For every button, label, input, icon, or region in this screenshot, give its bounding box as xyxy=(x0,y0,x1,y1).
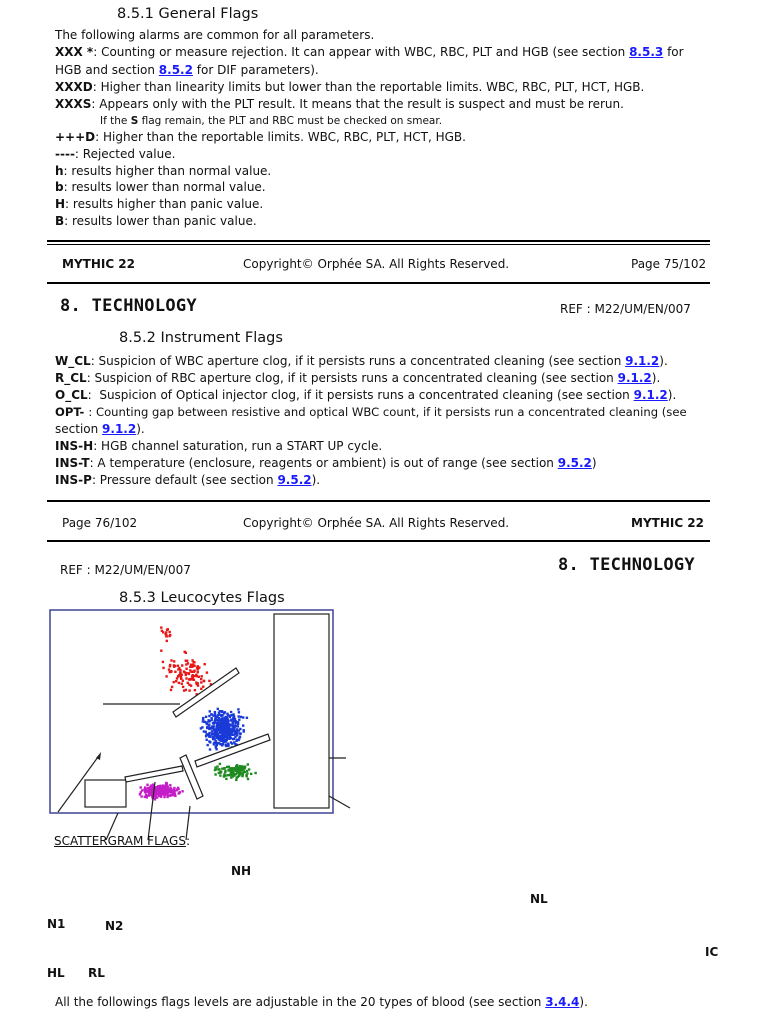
blue-cloud-dot xyxy=(226,719,228,721)
red-cloud-dot xyxy=(178,682,180,684)
blue-cloud-dot xyxy=(219,743,221,745)
blue-cloud-dot xyxy=(238,711,240,713)
flag-n1-label: N1 xyxy=(47,917,66,931)
blue-cloud-dot xyxy=(218,738,220,740)
red-cloud-dot xyxy=(169,671,171,673)
blue-cloud-dot xyxy=(231,742,233,744)
blue-cloud-dot xyxy=(225,744,227,746)
link-section-9-1-2[interactable]: 9.1.2 xyxy=(633,388,668,402)
blue-cloud-dot xyxy=(216,742,218,744)
red-cloud-dot xyxy=(180,678,182,680)
flag-s-note: If the S flag remain, the PLT and RBC must be checked on smear. xyxy=(100,115,443,127)
blue-cloud-dot xyxy=(226,713,228,715)
blue-cloud-dot xyxy=(243,729,245,731)
red-cloud-dot xyxy=(188,678,190,680)
blue-cloud-dot xyxy=(230,737,232,739)
footer-rule-top xyxy=(47,240,710,242)
link-section-9-1-2[interactable]: 9.1.2 xyxy=(102,422,137,436)
green-cloud-dot xyxy=(245,774,247,776)
red-cloud-dot xyxy=(184,651,186,653)
flag-xxx-line: XXX *: Counting or measure rejection. It can appear with WBC, RBC, PLT and HGB (see section 8.5.3 for xyxy=(55,45,684,59)
blue-cloud-dot xyxy=(202,720,204,722)
blue-cloud-dot xyxy=(239,728,241,730)
section-heading-general-flags: 8.5.1 General Flags xyxy=(117,6,259,22)
green-cloud-dot xyxy=(226,766,228,768)
blue-cloud-dot xyxy=(209,741,211,743)
red-cloud-dot xyxy=(187,662,189,664)
blue-cloud-dot xyxy=(217,729,219,731)
magenta-cloud-dot xyxy=(154,798,156,800)
green-cloud-dot xyxy=(223,767,225,769)
blue-cloud-dot xyxy=(226,733,228,735)
footer-page-number: Page 76/102 xyxy=(62,516,138,530)
flag-inst-line: INS-T: A temperature (enclosure, reagents or ambient) is out of range (see section 9.5.2) xyxy=(55,456,597,470)
blue-cloud-dot xyxy=(233,727,235,729)
green-cloud-dot xyxy=(246,770,248,772)
blue-cloud-dot xyxy=(238,715,240,717)
magenta-cloud-dot xyxy=(178,791,180,793)
red-cloud-dot xyxy=(162,667,164,669)
blue-cloud-dot xyxy=(217,708,219,710)
blue-cloud-dot xyxy=(220,740,222,742)
green-cloud-dot xyxy=(219,774,221,776)
red-cloud-dot xyxy=(177,665,179,667)
green-cloud-dot xyxy=(227,774,229,776)
green-cloud-dot xyxy=(254,772,256,774)
blue-cloud-dot xyxy=(205,716,207,718)
green-cloud-dot xyxy=(214,773,216,775)
link-section-8-5-3[interactable]: 8.5.3 xyxy=(629,45,664,59)
red-cloud-dot xyxy=(192,677,194,679)
flag-B-line: B: results lower than panic value. xyxy=(55,214,257,228)
green-cloud-dot xyxy=(219,763,221,765)
footer-rule-top xyxy=(47,500,710,502)
blue-cloud-dot xyxy=(229,716,231,718)
blue-cloud-dot xyxy=(223,741,225,743)
magenta-cloud-dot xyxy=(163,796,165,798)
red-cloud-dot xyxy=(188,672,190,674)
magenta-cloud-dot xyxy=(163,793,165,795)
n1-zone-box xyxy=(85,780,126,807)
green-cloud-dot xyxy=(228,769,230,771)
green-cloud-dot xyxy=(230,770,232,772)
flag-hl-label: HL xyxy=(47,966,65,980)
red-cloud-dot xyxy=(187,682,189,684)
blue-cloud-dot xyxy=(230,729,232,731)
magenta-cloud-dot xyxy=(163,788,165,790)
magenta-cloud-dot xyxy=(147,787,149,789)
blue-cloud-dot xyxy=(246,717,248,719)
blue-cloud-dot xyxy=(218,717,220,719)
red-cloud-dot xyxy=(200,681,202,683)
blue-cloud-dot xyxy=(218,723,220,725)
blue-cloud-dot xyxy=(202,717,204,719)
blue-cloud-dot xyxy=(224,722,226,724)
green-cloud-dot xyxy=(242,774,244,776)
flag-xxxs-line: XXXS: Appears only with the PLT result. It means that the result is suspect and must be rerun. xyxy=(55,97,624,111)
ic-zone-box xyxy=(274,614,329,808)
red-cloud-dot xyxy=(171,686,173,688)
flag-rl-label: RL xyxy=(88,966,105,980)
link-section-9-5-2[interactable]: 9.5.2 xyxy=(277,473,312,487)
green-cloud-dot xyxy=(239,770,241,772)
red-cloud-dot xyxy=(194,689,196,691)
blue-cloud-dot xyxy=(240,716,242,718)
red-cloud-dot xyxy=(174,671,176,673)
flag-nl-label: NL xyxy=(530,892,548,906)
green-cloud-dot xyxy=(218,772,220,774)
blue-cloud-dot xyxy=(242,724,244,726)
general-intro: The following alarms are common for all parameters. xyxy=(55,28,375,42)
blue-cloud-dot xyxy=(227,736,229,738)
blue-cloud-dot xyxy=(215,745,217,747)
magenta-cloud-dot xyxy=(167,790,169,792)
blue-cloud-dot xyxy=(236,734,238,736)
flag-opt-line-2: section 9.1.2). xyxy=(55,422,145,436)
magenta-cloud-dot xyxy=(177,787,179,789)
blue-cloud-dot xyxy=(237,708,239,710)
red-cloud-dot xyxy=(167,628,169,630)
blue-cloud-dot xyxy=(213,742,215,744)
red-cloud-dot xyxy=(175,680,177,682)
red-cloud-dot xyxy=(193,675,195,677)
scattergram-flags-label: SCATTERGRAM FLAGS: xyxy=(54,834,190,848)
flag-nh-label: NH xyxy=(231,864,252,878)
blue-cloud-dot xyxy=(226,730,228,732)
doc-reference: REF : M22/UM/EN/007 xyxy=(60,563,191,577)
blue-cloud-dot xyxy=(238,719,240,721)
magenta-cloud-dot xyxy=(162,786,164,788)
red-cloud-dot xyxy=(197,671,199,673)
blue-cloud-dot xyxy=(209,710,211,712)
page-separator xyxy=(47,282,710,284)
magenta-cloud-dot xyxy=(144,791,146,793)
red-cloud-dot xyxy=(166,640,168,642)
blue-cloud-dot xyxy=(235,740,237,742)
red-cloud-dot xyxy=(169,665,171,667)
red-cloud-dot xyxy=(193,665,195,667)
red-cloud-dot xyxy=(173,681,175,683)
red-cloud-dot xyxy=(160,626,162,628)
red-cloud-dot xyxy=(201,675,203,677)
magenta-cloud-dot xyxy=(172,794,174,796)
red-cloud-dot xyxy=(178,667,180,669)
blue-cloud-dot xyxy=(232,721,234,723)
red-cloud-dot xyxy=(170,659,172,661)
blue-cloud-dot xyxy=(205,731,207,733)
green-cloud-dot xyxy=(214,769,216,771)
blue-cloud-dot xyxy=(234,718,236,720)
doc-reference: REF : M22/UM/EN/007 xyxy=(560,302,691,316)
magenta-cloud-dot xyxy=(160,792,162,794)
flag-plusd-line: +++D: Higher than the reportable limits. WBC, RBC, PLT, HCT, HGB. xyxy=(55,130,466,144)
green-cloud-dot xyxy=(248,768,250,770)
blue-cloud-dot xyxy=(211,719,213,721)
blue-cloud-dot xyxy=(225,728,227,730)
flag-insp-line: INS-P: Pressure default (see section 9.5.2). xyxy=(55,473,321,487)
red-cloud-dot xyxy=(185,660,187,662)
red-cloud-dot xyxy=(191,666,193,668)
blue-cloud-dot xyxy=(213,729,215,731)
scattergram-diagram xyxy=(0,600,400,840)
red-cloud-dot xyxy=(189,669,191,671)
flag-b-line: b: results lower than normal value. xyxy=(55,180,266,194)
blue-cloud-dot xyxy=(242,716,244,718)
green-cloud-dot xyxy=(243,767,245,769)
blue-cloud-dot xyxy=(205,733,207,735)
green-cloud-dot xyxy=(247,763,249,765)
magenta-cloud-dot xyxy=(150,784,152,786)
blue-cloud-dot xyxy=(214,733,216,735)
blue-cloud-dot xyxy=(208,723,210,725)
blue-cloud-dot xyxy=(214,719,216,721)
red-cloud-dot xyxy=(182,686,184,688)
blue-cloud-dot xyxy=(228,725,230,727)
red-cloud-dot xyxy=(185,668,187,670)
green-cloud-dot xyxy=(247,778,249,780)
flag-opt-line: OPT- : Counting gap between resistive and optical WBC count, if it persists run a concentrated cleaning (see xyxy=(55,405,687,419)
link-section-9-5-2[interactable]: 9.5.2 xyxy=(557,456,592,470)
link-section-8-5-2[interactable]: 8.5.2 xyxy=(158,63,193,77)
blue-cloud-dot xyxy=(217,733,219,735)
red-cloud-dot xyxy=(183,689,185,691)
red-cloud-dot xyxy=(179,672,181,674)
green-cloud-dot xyxy=(233,773,235,775)
blue-cloud-dot xyxy=(211,730,213,732)
red-cloud-dot xyxy=(179,669,181,671)
section-heading-instrument-flags: 8.5.2 Instrument Flags xyxy=(119,330,283,346)
red-cloud-dot xyxy=(168,668,170,670)
blue-cloud-dot xyxy=(206,739,208,741)
red-cloud-dot xyxy=(188,689,190,691)
footer-product: MYTHIC 22 xyxy=(631,516,705,530)
chapter-title: 8. TECHNOLOGY xyxy=(60,296,197,316)
magenta-cloud-dot xyxy=(146,784,148,786)
flag-xxxd-line: XXXD: Higher than linearity limits but lower than the reportable limits. WBC, RBC, PLT, HCT, HGB. xyxy=(55,80,645,94)
blue-cloud-dot xyxy=(230,733,232,735)
red-cloud-dot xyxy=(197,665,199,667)
green-cloud-dot xyxy=(221,768,223,770)
link-section-9-1-2[interactable]: 9.1.2 xyxy=(625,354,660,368)
magenta-cloud-dot xyxy=(181,790,183,792)
magenta-cloud-dot xyxy=(160,788,162,790)
magenta-cloud-dot xyxy=(169,784,171,786)
red-cloud-dot xyxy=(173,664,175,666)
red-cloud-dot xyxy=(183,670,185,672)
flag-ocl-line: O_CL: Suspicion of Optical injector clog, if it persists runs a concentrated cleaning (see section 9.1.2). xyxy=(55,388,677,402)
red-cloud-dot xyxy=(197,682,199,684)
red-cloud-dot xyxy=(168,635,170,637)
blue-cloud-dot xyxy=(219,719,221,721)
red-cloud-dot xyxy=(206,671,208,673)
blue-cloud-dot xyxy=(239,736,241,738)
magenta-cloud-dot xyxy=(166,796,168,798)
magenta-cloud-dot xyxy=(175,789,177,791)
magenta-cloud-dot xyxy=(159,785,161,787)
chapter-title: 8. TECHNOLOGY xyxy=(558,555,695,575)
blue-cloud-dot xyxy=(206,723,208,725)
magenta-cloud-dot xyxy=(147,790,149,792)
flag-rcl-line: R_CL: Suspicion of RBC aperture clog, if it persists runs a concentrated cleaning (see section 9.1.2). xyxy=(55,371,661,385)
green-cloud-dot xyxy=(239,773,241,775)
blue-cloud-dot xyxy=(209,748,211,750)
blue-cloud-dot xyxy=(223,726,225,728)
green-cloud-dot xyxy=(216,765,218,767)
green-cloud-dot xyxy=(250,773,252,775)
blue-cloud-dot xyxy=(227,743,229,745)
blue-cloud-dot xyxy=(223,732,225,734)
red-cloud-dot xyxy=(202,686,204,688)
red-cloud-dot xyxy=(181,683,183,685)
green-cloud-dot xyxy=(225,778,227,780)
magenta-cloud-dot xyxy=(157,785,159,787)
flag-H-line: H: results higher than panic value. xyxy=(55,197,264,211)
red-cloud-dot xyxy=(160,650,162,652)
footer-page-number: Page 75/102 xyxy=(631,257,707,271)
blue-cloud-dot xyxy=(201,726,203,728)
blue-cloud-dot xyxy=(207,744,209,746)
green-cloud-dot xyxy=(220,771,222,773)
red-cloud-dot xyxy=(165,635,167,637)
red-cloud-dot xyxy=(200,688,202,690)
magenta-cloud-dot xyxy=(139,793,141,795)
red-cloud-dot xyxy=(170,689,172,691)
magenta-cloud-dot xyxy=(146,796,148,798)
blue-cloud-dot xyxy=(221,714,223,716)
blue-cloud-dot xyxy=(210,713,212,715)
page-separator xyxy=(47,540,710,542)
red-cloud-dot xyxy=(185,672,187,674)
red-cloud-dot xyxy=(161,630,163,632)
blue-cloud-dot xyxy=(213,737,215,739)
blue-cloud-dot xyxy=(212,714,214,716)
magenta-cloud-dot xyxy=(173,787,175,789)
blue-cloud-dot xyxy=(237,725,239,727)
blue-cloud-dot xyxy=(215,737,217,739)
blue-cloud-dot xyxy=(225,716,227,718)
magenta-cloud-dot xyxy=(173,791,175,793)
link-section-9-1-2[interactable]: 9.1.2 xyxy=(617,371,652,385)
blue-cloud-dot xyxy=(237,723,239,725)
flag-h-line: h: results higher than normal value. xyxy=(55,164,272,178)
green-cloud-dot xyxy=(223,773,225,775)
blue-cloud-dot xyxy=(213,722,215,724)
blue-cloud-dot xyxy=(239,732,241,734)
red-cloud-dot xyxy=(203,680,205,682)
flag-ic-label: IC xyxy=(705,945,719,959)
blue-cloud-dot xyxy=(222,743,224,745)
magenta-cloud-dot xyxy=(148,793,150,795)
flag-n2-label: N2 xyxy=(105,919,124,933)
green-cloud-dot xyxy=(235,765,237,767)
blue-cloud-dot xyxy=(230,711,232,713)
blue-cloud-dot xyxy=(230,719,232,721)
red-cloud-dot xyxy=(181,664,183,666)
red-cloud-dot xyxy=(177,675,179,677)
green-cloud-dot xyxy=(235,779,237,781)
flag-insh-line: INS-H: HGB channel saturation, run a START UP cycle. xyxy=(55,439,383,453)
green-cloud-dot xyxy=(224,770,226,772)
magenta-cloud-dot xyxy=(165,782,167,784)
blue-cloud-dot xyxy=(218,736,220,738)
red-cloud-dot xyxy=(176,677,178,679)
blue-cloud-dot xyxy=(214,711,216,713)
magenta-cloud-dot xyxy=(140,786,142,788)
magenta-cloud-dot xyxy=(140,795,142,797)
blue-cloud-dot xyxy=(209,727,211,729)
footer-copyright: Copyright© Orphée SA. All Rights Reserved. xyxy=(243,516,510,530)
flags-adjustable-note: All the followings flags levels are adjustable in the 20 types of blood (see section 3.4.4). xyxy=(55,995,588,1009)
blue-cloud-dot xyxy=(219,728,221,730)
flag-xxx-line-2: HGB and section 8.5.2 for DIF parameters). xyxy=(55,63,319,77)
footer-rule-top-2 xyxy=(47,244,710,245)
red-cloud-dot xyxy=(169,631,171,633)
footer-product: MYTHIC 22 xyxy=(62,257,136,271)
flag-wcl-line: W_CL: Suspicion of WBC aperture clog, if it persists runs a concentrated cleaning (see section 9.1.2). xyxy=(55,354,668,368)
blue-cloud-dot xyxy=(208,734,210,736)
red-cloud-dot xyxy=(173,660,175,662)
red-cloud-dot xyxy=(190,685,192,687)
red-cloud-dot xyxy=(197,668,199,670)
magenta-cloud-dot xyxy=(158,794,160,796)
section-heading-leucocyte-flags: 8.5.3 Leucocytes Flags xyxy=(119,590,285,606)
green-cloud-dot xyxy=(218,768,220,770)
magenta-cloud-dot xyxy=(173,789,175,791)
link-section-3-4-4[interactable]: 3.4.4 xyxy=(545,995,580,1009)
magenta-cloud-dot xyxy=(151,790,153,792)
red-cloud-dot xyxy=(185,677,187,679)
green-cloud-dot xyxy=(236,768,238,770)
blue-cloud-dot xyxy=(221,710,223,712)
red-cloud-dot xyxy=(165,675,167,677)
blue-cloud-dot xyxy=(234,743,236,745)
footer-copyright: Copyright© Orphée SA. All Rights Reserved. xyxy=(243,257,510,271)
red-cloud-dot xyxy=(193,661,195,663)
red-cloud-dot xyxy=(192,671,194,673)
green-cloud-dot xyxy=(236,777,238,779)
green-cloud-dot xyxy=(240,768,242,770)
blue-cloud-dot xyxy=(221,735,223,737)
red-cloud-dot xyxy=(162,661,164,663)
green-cloud-dot xyxy=(237,771,239,773)
red-cloud-dot xyxy=(208,680,210,682)
red-cloud-dot xyxy=(204,663,206,665)
magenta-cloud-dot xyxy=(155,792,157,794)
red-cloud-dot xyxy=(200,678,202,680)
blue-cloud-dot xyxy=(206,727,208,729)
flag-dash-line: ----: Rejected value. xyxy=(55,147,176,161)
red-cloud-dot xyxy=(196,675,198,677)
